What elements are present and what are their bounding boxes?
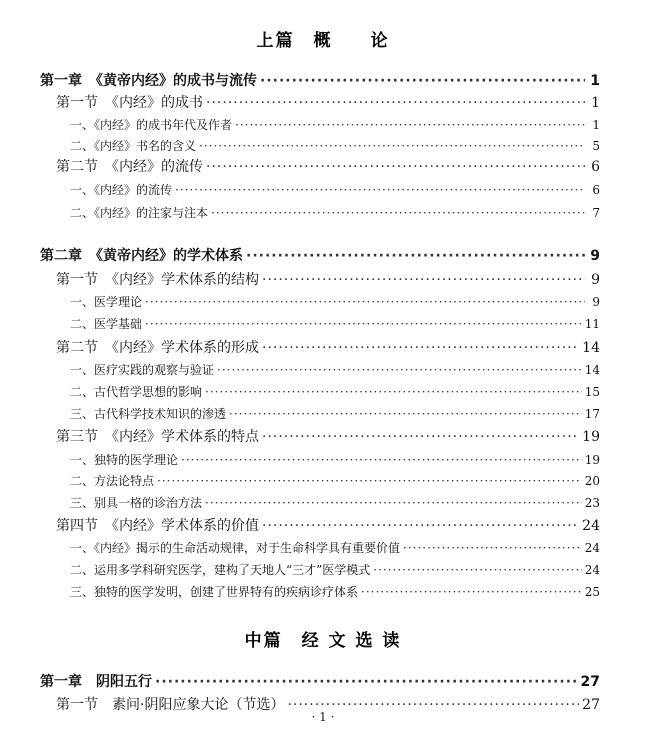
toc-entry-item[interactable] (70, 136, 600, 156)
toc-entry-label: 二、医学基础 (70, 317, 143, 331)
toc-entry-page-number: 11 (584, 317, 600, 331)
toc-entry-chapter[interactable] (40, 246, 600, 266)
dot-leader (175, 180, 585, 200)
dot-leader (217, 360, 582, 380)
toc-entry-label: 二、《内经》书名的含义 (70, 139, 197, 153)
dot-leader (145, 292, 585, 312)
dot-leader (373, 560, 581, 580)
toc-entry-item[interactable] (70, 360, 600, 380)
toc-entry-label: 一、《内经》的流传 (70, 183, 173, 197)
toc-entry-label: 一、医疗实践的观察与验证 (70, 363, 215, 377)
toc-entry-page-number: 6 (591, 159, 600, 175)
toc-entry-page-number: 9 (592, 295, 600, 309)
part-upper-title: 上篇 概 论 (256, 31, 390, 51)
dot-leader (260, 71, 585, 91)
toc-entry-item[interactable] (70, 180, 600, 200)
toc-entry-page-number: 6 (592, 183, 600, 197)
toc-entry-section[interactable] (56, 516, 600, 536)
toc-entry-item[interactable] (70, 404, 600, 424)
page-number-footer: · 1 · (311, 710, 335, 724)
toc-entry-item[interactable] (70, 314, 600, 334)
toc-entry-page-number: 20 (584, 474, 600, 488)
toc-entry-item[interactable] (70, 115, 600, 135)
dot-leader (262, 427, 579, 447)
toc-entry-label: 二、方法论特点 (70, 474, 155, 488)
toc-entry-label: 第四节 《内经》学术体系的价值 (56, 518, 259, 534)
toc-entry-page-number: 17 (584, 407, 600, 421)
toc-entry-page-number: 19 (584, 453, 600, 467)
toc-entry-label: 第三节 《内经》学术体系的特点 (56, 429, 259, 445)
toc-entry-section[interactable] (56, 427, 600, 447)
toc-entry-label: 第二节 《内经》的流传 (56, 159, 203, 175)
toc-entry-item[interactable] (70, 203, 600, 223)
dot-leader (206, 157, 585, 177)
toc-entry-chapter[interactable] (40, 672, 600, 692)
dot-leader (157, 471, 582, 491)
dot-leader (199, 136, 585, 156)
toc-entry-label: 第一节 《内经》学术体系的结构 (56, 272, 259, 288)
toc-entry-label: 第一节 素问·阴阳应象大论（节选） (56, 697, 285, 713)
dot-leader (229, 404, 582, 424)
toc-entry-label: 三、独特的医学发明，创建了世界特有的疾病诊疗体系 (70, 585, 359, 599)
toc-entry-page-number: 15 (584, 385, 600, 399)
toc-entry-label: 二、运用多学科研究医学，建构了天地人“三才”医学模式 (70, 563, 371, 577)
toc-entry-item[interactable] (70, 538, 600, 558)
toc-entry-label: 一、《内经》揭示的生命活动规律，对于生命科学具有重要价值 (70, 541, 401, 555)
toc-entry-label: 第一节 《内经》的成书 (56, 95, 203, 111)
toc-entry-label: 二、《内经》的注家与注本 (70, 206, 209, 220)
dot-leader (206, 93, 585, 113)
toc-entry-label: 二、古代哲学思想的影响 (70, 385, 203, 399)
part-middle-title: 中篇 经 文 选 读 (244, 631, 402, 651)
dot-leader (205, 382, 582, 402)
toc-entry-item[interactable] (70, 560, 600, 580)
toc-entry-page-number: 24 (584, 541, 600, 555)
toc-entry-item[interactable] (70, 450, 600, 470)
toc-entry-chapter[interactable] (40, 71, 600, 91)
toc-entry-page-number: 1 (590, 73, 600, 89)
toc-entry-page-number: 24 (584, 563, 600, 577)
toc-entry-page-number: 24 (582, 518, 600, 534)
dot-leader (181, 450, 582, 470)
toc-entry-page-number: 1 (592, 118, 600, 132)
dot-leader (235, 115, 585, 135)
toc-entry-page-number: 5 (592, 139, 600, 153)
dot-leader (211, 203, 585, 223)
toc-entry-label: 一、《内经》的成书年代及作者 (70, 118, 233, 132)
toc-entry-page-number: 7 (592, 206, 600, 220)
toc-entry-item[interactable] (70, 582, 600, 602)
toc-entry-label: 三、别具一格的诊治方法 (70, 496, 203, 510)
toc-entry-label: 一、医学理论 (70, 295, 143, 309)
toc-entry-label: 第一章 阴阳五行 (40, 674, 152, 690)
dot-leader (262, 270, 585, 290)
toc-entry-section[interactable] (56, 338, 600, 358)
toc-entry-item[interactable] (70, 382, 600, 402)
toc-entry-page-number: 23 (584, 496, 600, 510)
toc-entry-section[interactable] (56, 157, 600, 177)
toc-entry-page-number: 9 (590, 248, 600, 264)
toc-entry-item[interactable] (70, 471, 600, 491)
toc-entry-page-number: 14 (584, 363, 600, 377)
toc-entry-label: 一、独特的医学理论 (70, 453, 179, 467)
toc-entry-section[interactable] (56, 270, 600, 290)
dot-leader (262, 338, 579, 358)
dot-leader (205, 493, 582, 513)
dot-leader (262, 516, 579, 536)
toc-entry-page-number: 27 (580, 674, 600, 690)
toc-entry-page-number: 19 (582, 429, 600, 445)
dot-leader (403, 538, 582, 558)
toc-entry-page-number: 27 (582, 697, 600, 713)
dot-leader (155, 672, 578, 692)
toc-entry-page-number: 25 (584, 585, 600, 599)
dot-leader (246, 246, 585, 266)
toc-entry-label: 第二节 《内经》学术体系的形成 (56, 340, 259, 356)
toc-entry-item[interactable] (70, 493, 600, 513)
toc-entry-page-number: 14 (582, 340, 600, 356)
toc-entry-label: 三、古代科学技术知识的渗透 (70, 407, 227, 421)
toc-entry-page-number: 9 (591, 272, 600, 288)
toc-entry-page-number: 1 (591, 95, 600, 111)
dot-leader (145, 314, 582, 334)
toc-entry-item[interactable] (70, 292, 600, 312)
toc-entry-section[interactable] (56, 93, 600, 113)
dot-leader (361, 582, 582, 602)
toc-entry-label: 第二章 《黄帝内经》的学术体系 (40, 248, 243, 264)
toc-entry-label: 第一章 《黄帝内经》的成书与流传 (40, 73, 257, 89)
